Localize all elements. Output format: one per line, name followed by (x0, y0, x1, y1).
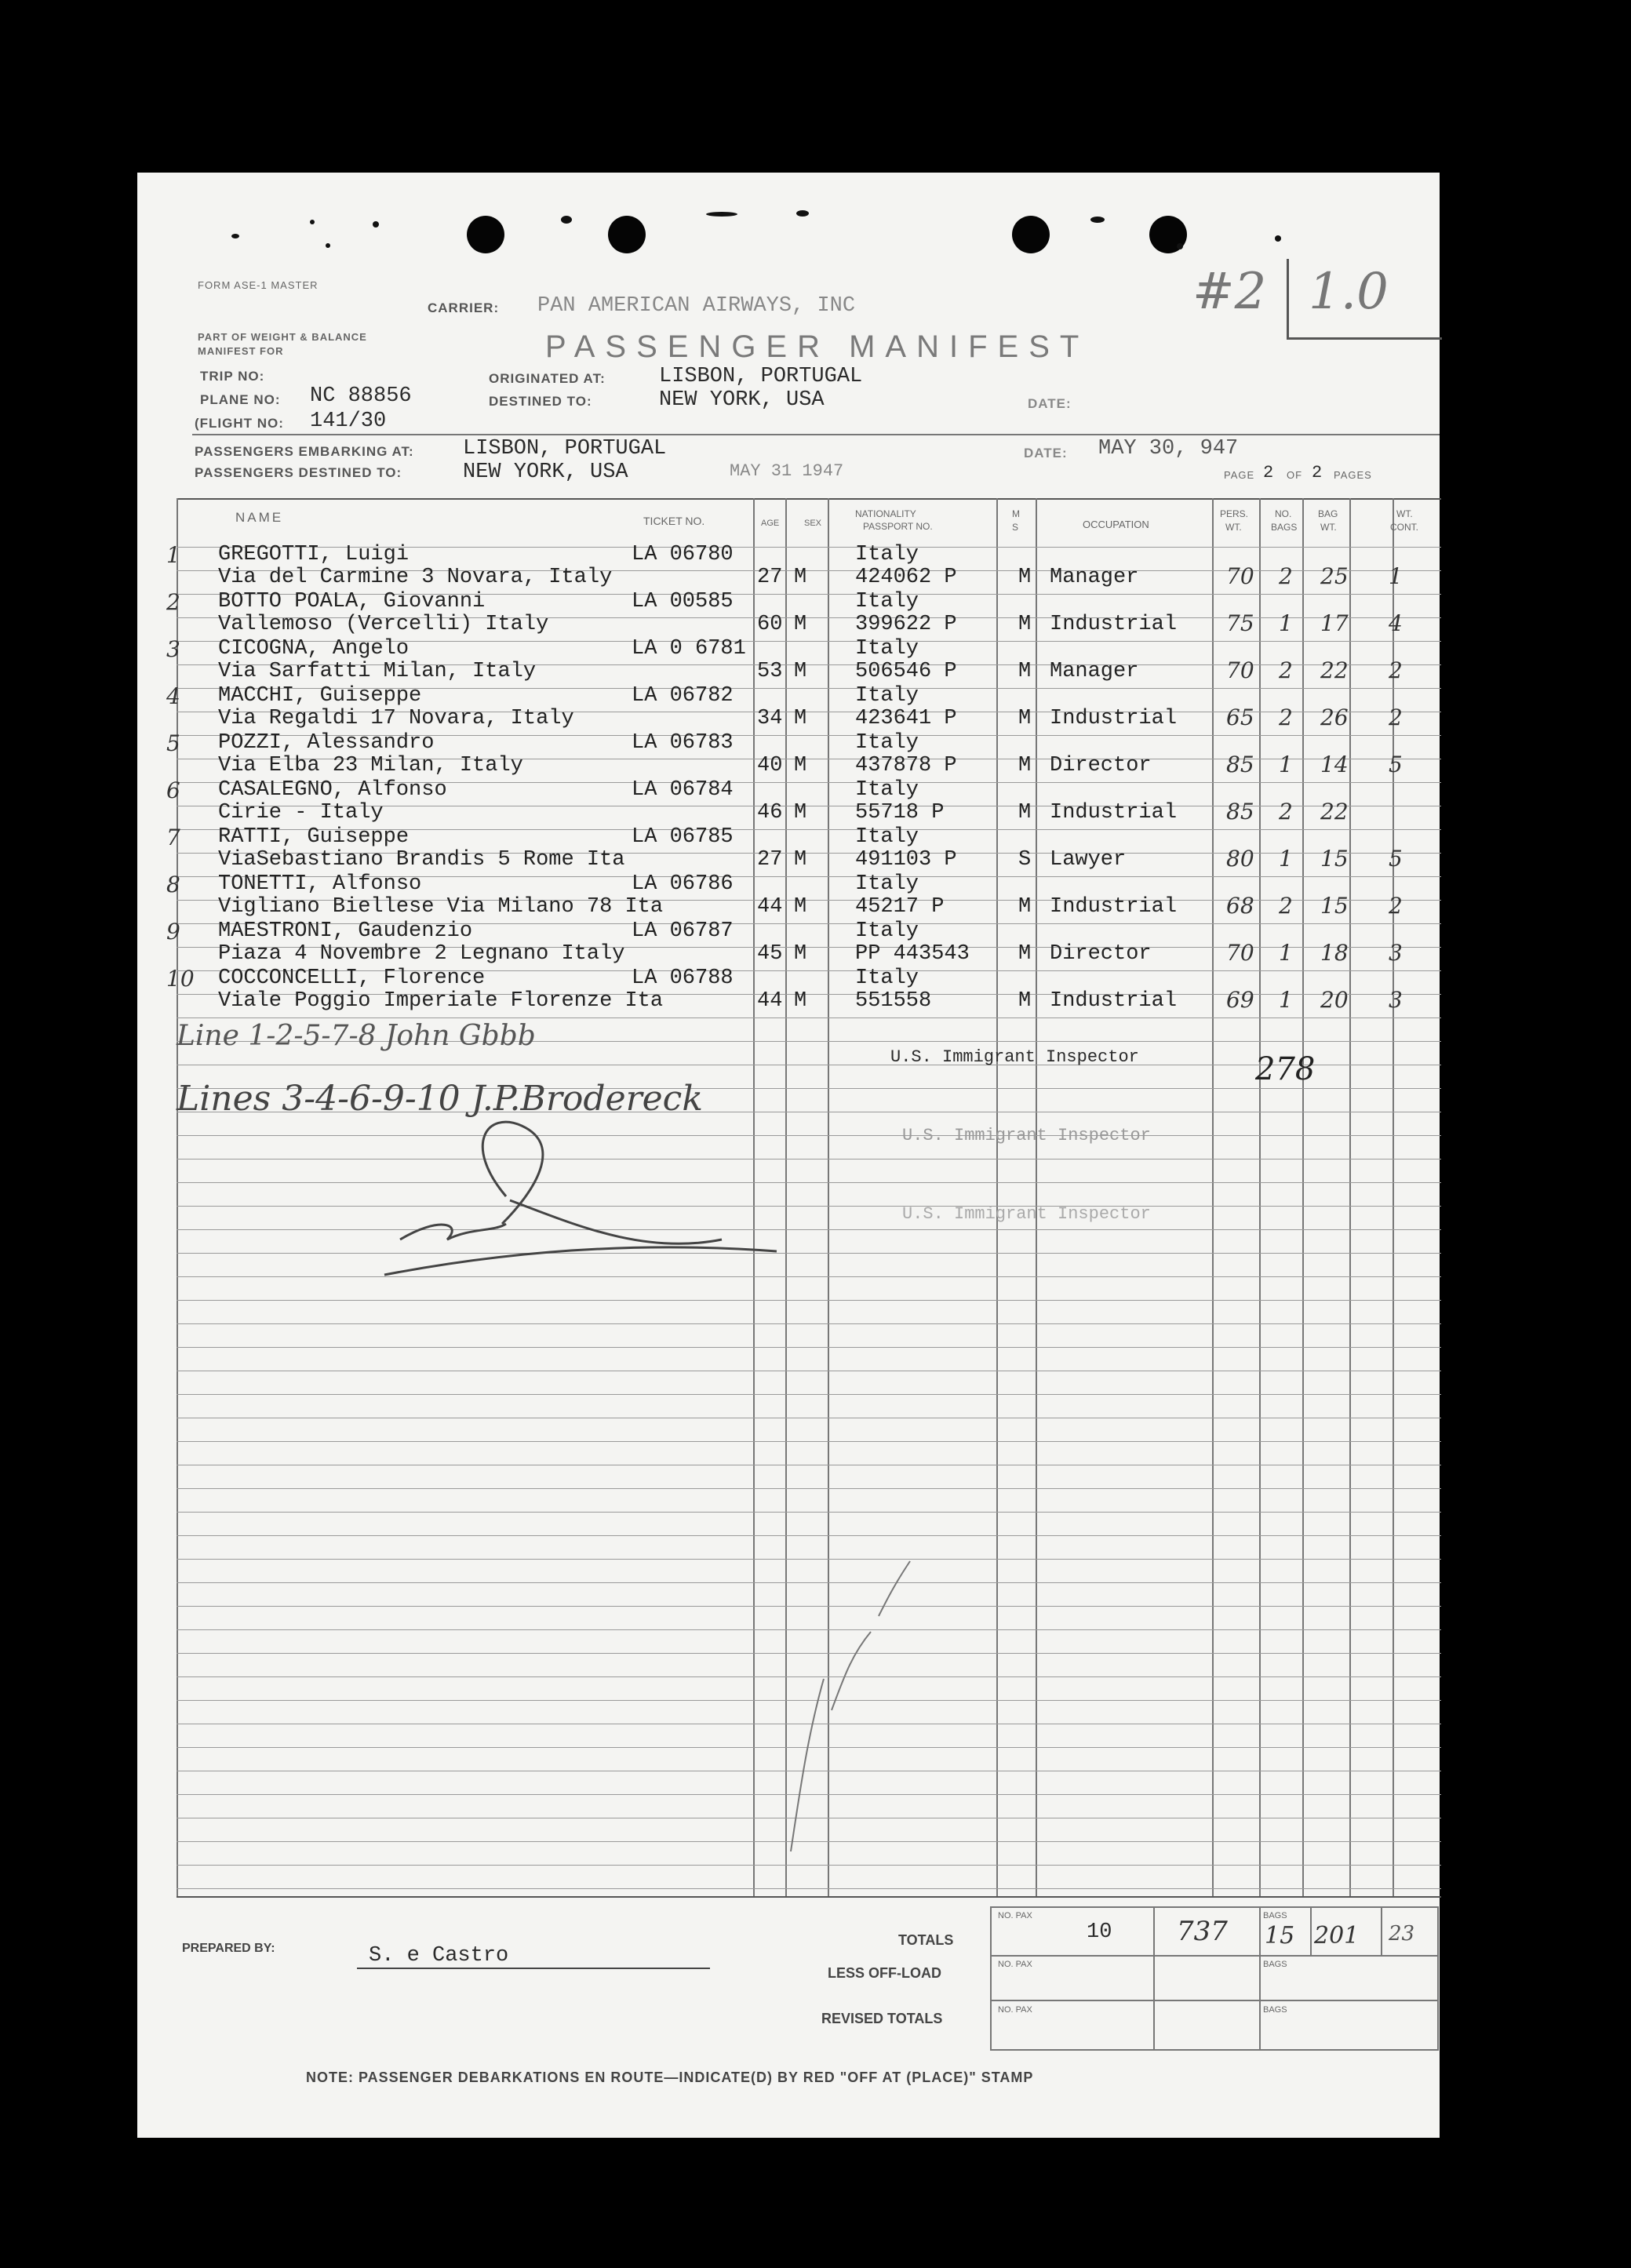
col-no: NO. (1275, 508, 1292, 519)
bag-weight: 17 (1320, 610, 1349, 636)
row-number: 4 (166, 683, 180, 709)
passport-number: 45217 P (855, 895, 945, 919)
passenger-age: 27 (757, 566, 783, 589)
col-sex: SEX (804, 519, 822, 528)
passenger-address: Via del Carmine 3 Novara, Italy (218, 566, 613, 589)
passenger-age: 60 (757, 613, 783, 636)
passenger-age: 46 (757, 801, 783, 825)
marital-status: M (1018, 895, 1032, 919)
passenger-name: TONETTI, Alfonso (218, 872, 422, 896)
total-cont: 23 (1389, 1922, 1415, 1946)
col-nationality: NATIONALITY (855, 508, 916, 519)
weight-note-1: PART OF WEIGHT & BALANCE (198, 331, 367, 343)
passenger-occupation: Industrial (1050, 707, 1178, 730)
passenger-name: RATTI, Guiseppe (218, 825, 410, 849)
cont-weight: 4 (1389, 610, 1403, 636)
bag-weight: 18 (1320, 940, 1349, 966)
passport-number: 55718 P (855, 801, 945, 825)
total-bags: 15 (1265, 1922, 1295, 1949)
marital-status: M (1018, 754, 1032, 777)
revised-pax-label: NO. PAX (998, 2005, 1032, 2015)
originated-label: ORIGINATED AT: (489, 371, 606, 386)
passenger-address: Via Regaldi 17 Novara, Italy (218, 707, 574, 730)
passenger-occupation: Director (1050, 942, 1152, 966)
passenger-weight: 70 (1226, 657, 1254, 683)
passenger-nationality: Italy (855, 919, 919, 943)
date-label-top: DATE: (1028, 396, 1072, 411)
passenger-age: 44 (757, 989, 783, 1013)
passenger-age: 53 (757, 660, 783, 683)
passenger-name: MACCHI, Guiseppe (218, 684, 422, 708)
marital-status: M (1018, 942, 1032, 966)
handwritten-lines-1: Line 1-2-5-7-8 John Gbbb (177, 1020, 536, 1052)
col-cont: CONT. (1390, 522, 1418, 533)
ticket-number: LA 06783 (632, 731, 734, 755)
of-label: OF (1287, 469, 1303, 481)
revised-totals-label: REVISED TOTALS (821, 2011, 943, 2026)
handwritten-lines-2: Lines 3-4-6-9-10 J.P.Brodereck (177, 1079, 703, 1119)
col-age: AGE (761, 519, 780, 528)
row-number: 10 (166, 966, 195, 992)
corner-mark: #2 (1192, 263, 1267, 321)
page-title: PASSENGER MANIFEST (545, 329, 1090, 364)
bag-weight: 15 (1320, 846, 1349, 872)
bag-count: 1 (1279, 987, 1293, 1013)
passenger-occupation: Director (1050, 754, 1152, 777)
passenger-address: Vigliano Biellese Via Milano 78 Ita (218, 895, 664, 919)
form-number: FORM ASE-1 MASTER (198, 279, 319, 291)
passenger-weight: 65 (1226, 704, 1254, 730)
passenger-sex: M (794, 801, 807, 825)
bag-weight: 22 (1320, 799, 1349, 825)
passenger-address: Piaza 4 Novembre 2 Legnano Italy (218, 942, 625, 966)
marital-status: M (1018, 989, 1032, 1013)
ticket-number: LA 06780 (632, 543, 734, 566)
destined-label: DESTINED TO: (489, 394, 592, 409)
col-cont-wt: WT. (1396, 508, 1413, 519)
col-passport: PASSPORT NO. (863, 521, 933, 532)
col-ticket: TICKET NO. (643, 515, 705, 527)
passenger-sex: M (794, 989, 807, 1013)
corner-box (1287, 259, 1442, 340)
passenger-nationality: Italy (855, 825, 919, 849)
ticket-number: LA 06784 (632, 778, 734, 802)
passenger-name: CASALEGNO, Alfonso (218, 778, 447, 802)
totals-label: TOTALS (898, 1932, 954, 1948)
cont-weight: 3 (1389, 987, 1403, 1013)
page-number: 2 (1263, 463, 1274, 482)
passport-number: 399622 P (855, 613, 957, 636)
passenger-nationality: Italy (855, 778, 919, 802)
total-weight: 737 (1177, 1916, 1228, 1947)
prepared-by: S. e Castro (369, 1944, 509, 1968)
passenger-nationality: Italy (855, 872, 919, 896)
marital-status: M (1018, 613, 1032, 636)
passenger-weight: 85 (1226, 752, 1254, 777)
passenger-sex: M (794, 707, 807, 730)
inspector-label: U.S. Immigrant Inspector (890, 1047, 1139, 1067)
passport-number: 491103 P (855, 848, 957, 872)
passenger-occupation: Manager (1050, 660, 1139, 683)
passenger-weight: 75 (1226, 610, 1254, 636)
passenger-nationality: Italy (855, 590, 919, 613)
passenger-age: 34 (757, 707, 783, 730)
page-total: 2 (1312, 463, 1323, 482)
revised-bags-label: BAGS (1263, 2005, 1287, 2015)
cont-weight: 2 (1389, 657, 1403, 683)
col-name: NAME (235, 510, 284, 525)
ticket-number: LA 06787 (632, 919, 734, 943)
cont-weight: 5 (1389, 752, 1403, 777)
passenger-address: Cirie - Italy (218, 801, 384, 825)
passenger-age: 40 (757, 754, 783, 777)
plane-label: PLANE NO: (200, 392, 281, 407)
passport-number: PP 443543 (855, 942, 970, 966)
passport-number: 437878 P (855, 754, 957, 777)
passenger-age: 45 (757, 942, 783, 966)
date-stamp: MAY 31 1947 (730, 461, 844, 481)
ticket-number: LA 06785 (632, 825, 734, 849)
punch-hole (467, 216, 504, 253)
bag-weight: 20 (1320, 987, 1349, 1013)
passenger-nationality: Italy (855, 967, 919, 990)
bag-weight: 14 (1320, 752, 1349, 777)
embarking-label: PASSENGERS EMBARKING AT: (195, 444, 414, 459)
ticket-number: LA 00585 (632, 590, 734, 613)
bag-weight: 15 (1320, 893, 1349, 919)
passenger-weight: 69 (1226, 987, 1254, 1013)
ticket-number: LA 06786 (632, 872, 734, 896)
marital-status: M (1018, 707, 1032, 730)
passport-number: 424062 P (855, 566, 957, 589)
inspector-label-faint-2: U.S. Immigrant Inspector (902, 1204, 1151, 1224)
col-bags: BAGS (1271, 522, 1298, 533)
row-number: 6 (166, 777, 180, 803)
passenger-weight: 70 (1226, 563, 1254, 589)
passport-number: 506546 P (855, 660, 957, 683)
page-label: PAGE (1224, 469, 1255, 481)
col-bag: BAG (1318, 508, 1338, 519)
row-number: 2 (166, 589, 180, 615)
weight-note-2: MANIFEST FOR (198, 345, 284, 357)
passenger-name: COCCONCELLI, Florence (218, 967, 486, 990)
bag-weight: 26 (1320, 704, 1349, 730)
marital-status: S (1018, 848, 1032, 872)
bag-count: 1 (1279, 610, 1293, 636)
flight-label: (FLIGHT NO: (195, 416, 284, 431)
passenger-occupation: Industrial (1050, 895, 1178, 919)
passenger-weight: 70 (1226, 940, 1254, 966)
col-occupation: OCCUPATION (1083, 519, 1149, 530)
passenger-address: ViaSebastiano Brandis 5 Rome Ita (218, 848, 625, 872)
passenger-occupation: Manager (1050, 566, 1139, 589)
bag-count: 1 (1279, 752, 1293, 777)
less-offload-label: LESS OFF-LOAD (828, 1965, 941, 1981)
col-pers-wt: WT. (1225, 522, 1242, 533)
punch-hole (1012, 216, 1050, 253)
carrier-name: PAN AMERICAN AIRWAYS, INC (537, 294, 856, 318)
row-number: 3 (166, 636, 180, 662)
passport-number: 423641 P (855, 707, 957, 730)
punch-hole (608, 216, 646, 253)
passenger-weight: 85 (1226, 799, 1254, 825)
destined-value: NEW YORK, USA (659, 388, 825, 412)
total-pax: 10 (1087, 1920, 1112, 1944)
offload-bags-label: BAGS (1263, 1960, 1287, 1969)
bag-count: 1 (1279, 846, 1293, 872)
passenger-nationality: Italy (855, 637, 919, 661)
cont-weight: 2 (1389, 893, 1403, 919)
bag-count: 2 (1279, 704, 1293, 730)
passenger-occupation: Industrial (1050, 801, 1178, 825)
row-number: 8 (166, 872, 180, 897)
passenger-sex: M (794, 613, 807, 636)
passenger-sex: M (794, 942, 807, 966)
marital-status: M (1018, 660, 1032, 683)
total-bag-weight: 201 (1314, 1922, 1360, 1949)
inspector-label-faint-1: U.S. Immigrant Inspector (902, 1126, 1151, 1145)
bag-count: 1 (1279, 940, 1293, 966)
destined-to-label: PASSENGERS DESTINED TO: (195, 465, 402, 480)
col-ms: M (1012, 508, 1020, 519)
passenger-name: MAESTRONI, Gaudenzio (218, 919, 473, 943)
passenger-nationality: Italy (855, 684, 919, 708)
totals-bags-label: BAGS (1263, 1911, 1287, 1920)
vertical-scribble (777, 1553, 981, 1859)
passenger-address: Vallemoso (Vercelli) Italy (218, 613, 549, 636)
destined-to-value: NEW YORK, USA (463, 461, 628, 484)
marital-status: M (1018, 801, 1032, 825)
corner-box-value: 1.0 (1309, 263, 1389, 321)
flight-number: 141/30 (310, 410, 387, 433)
row-number: 7 (166, 825, 180, 850)
passenger-name: POZZI, Alessandro (218, 731, 435, 755)
passenger-nationality: Italy (855, 543, 919, 566)
row-number: 5 (166, 730, 180, 756)
row-number: 9 (166, 919, 180, 945)
bag-count: 2 (1279, 563, 1293, 589)
bag-count: 2 (1279, 657, 1293, 683)
passenger-sex: M (794, 660, 807, 683)
passenger-name: CICOGNA, Angelo (218, 637, 410, 661)
debarkation-note: NOTE: PASSENGER DEBARKATIONS EN ROUTE—INDICATE(D) BY RED "OFF AT (PLACE)" STAMP (306, 2070, 1034, 2085)
ticket-number: LA 0 6781 (632, 637, 746, 661)
bag-weight: 22 (1320, 657, 1349, 683)
carrier-label: CARRIER: (428, 300, 500, 315)
passenger-name: GREGOTTI, Luigi (218, 543, 410, 566)
marital-status: M (1018, 566, 1032, 589)
passenger-address: Via Elba 23 Milan, Italy (218, 754, 523, 777)
passenger-weight: 80 (1226, 846, 1254, 872)
col-bag-wt: WT. (1320, 522, 1337, 533)
cont-weight: 3 (1389, 940, 1403, 966)
passenger-sex: M (794, 895, 807, 919)
passenger-age: 27 (757, 848, 783, 872)
ticket-number: LA 06782 (632, 684, 734, 708)
bag-count: 2 (1279, 799, 1293, 825)
row-number: 1 (166, 542, 180, 568)
inspector-number: 278 (1255, 1051, 1316, 1087)
passenger-name: BOTTO POALA, Giovanni (218, 590, 486, 613)
passenger-address: Viale Poggio Imperiale Florenze Ita (218, 989, 664, 1013)
cont-weight: 1 (1389, 563, 1403, 589)
passenger-occupation: Industrial (1050, 989, 1178, 1013)
date-value: MAY 30, 947 (1098, 437, 1239, 461)
bag-count: 2 (1279, 893, 1293, 919)
passenger-occupation: Industrial (1050, 613, 1178, 636)
pages-label: PAGES (1334, 469, 1372, 481)
passenger-nationality: Italy (855, 731, 919, 755)
cont-weight: 2 (1389, 704, 1403, 730)
passenger-weight: 68 (1226, 893, 1254, 919)
prepared-by-label: PREPARED BY: (182, 1942, 275, 1955)
trip-label: TRIP NO: (200, 369, 265, 384)
col-ms-2: S (1012, 522, 1019, 533)
totals-pax-label: NO. PAX (998, 1911, 1032, 1920)
embarking-value: LISBON, PORTUGAL (463, 437, 667, 461)
passenger-age: 44 (757, 895, 783, 919)
ticket-number: LA 06788 (632, 967, 734, 990)
bag-weight: 25 (1320, 563, 1349, 589)
passenger-sex: M (794, 848, 807, 872)
passenger-sex: M (794, 566, 807, 589)
passport-number: 551558 (855, 989, 932, 1013)
signature-scribble (369, 1098, 839, 1279)
cont-weight: 5 (1389, 846, 1403, 872)
passenger-occupation: Lawyer (1050, 848, 1127, 872)
date-label: DATE: (1024, 446, 1068, 461)
col-pers: PERS. (1220, 508, 1249, 519)
passenger-address: Via Sarfatti Milan, Italy (218, 660, 537, 683)
passenger-sex: M (794, 754, 807, 777)
originated-value: LISBON, PORTUGAL (659, 365, 863, 388)
plane-number: NC 88856 (310, 384, 412, 408)
offload-pax-label: NO. PAX (998, 1960, 1032, 1969)
